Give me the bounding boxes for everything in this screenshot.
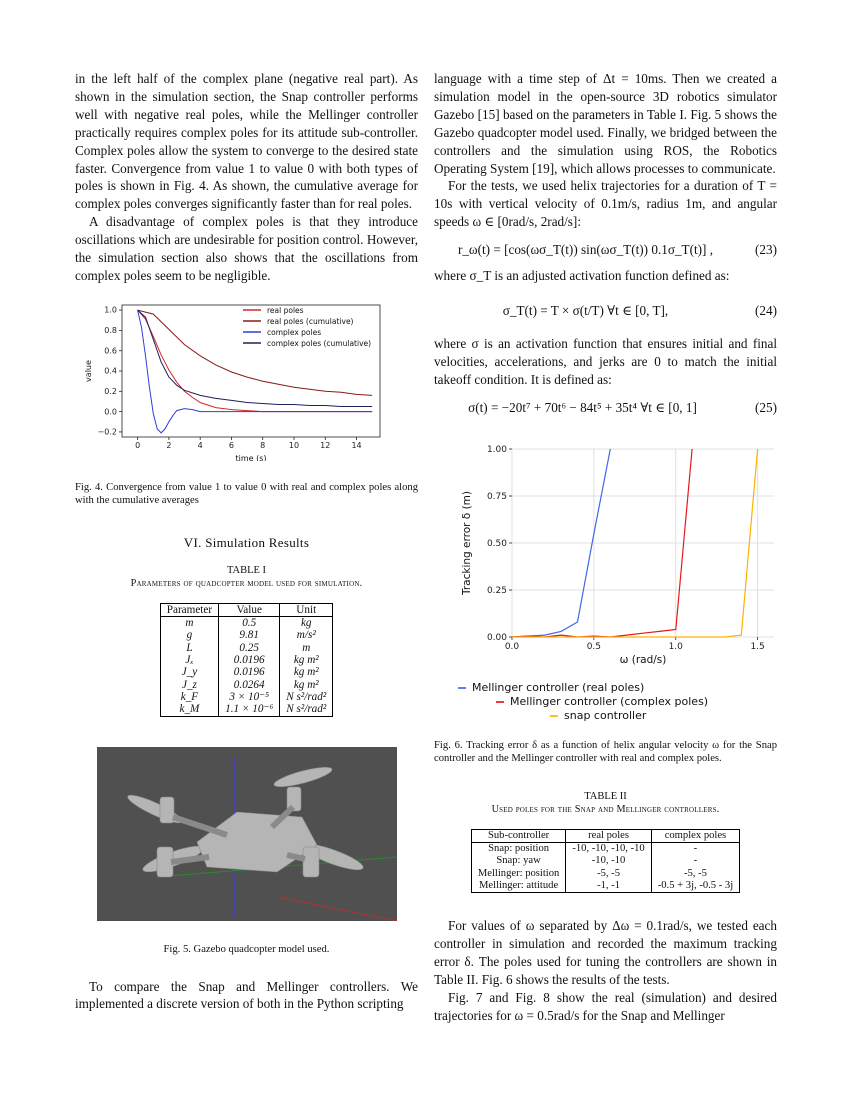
x-tick-label: 10 bbox=[288, 440, 300, 450]
y-tick-label: 0.00 bbox=[486, 632, 507, 643]
paragraph: language with a time step of Δt = 10ms. Then we created a simulation model in the open-source 3D robotics simulator Gazebo [15] based on the parameters in Table I. Fig. 5 shows the Gazebo quadcopter model used. Finally, we bridged between the controllers and the simulation using ROS, the Robotics Operating System [19], which allows processes to communicate. bbox=[434, 71, 777, 176]
table-cell: -0.5 + 3j, -0.5 - 3j bbox=[651, 880, 739, 893]
y-tick-label: 1.0 bbox=[104, 305, 117, 315]
table-cell: m bbox=[280, 642, 333, 654]
y-tick-label: −0.2 bbox=[97, 427, 117, 437]
table-cell: L bbox=[160, 642, 218, 654]
table-cell: Mellinger: position bbox=[471, 868, 566, 880]
equation-23 bbox=[434, 235, 777, 265]
legend-label: complex poles bbox=[267, 327, 322, 337]
fig4-chart bbox=[75, 299, 418, 461]
table2 bbox=[471, 829, 740, 893]
table-cell: Mellinger: attitude bbox=[471, 880, 566, 893]
table-cell: -1, -1 bbox=[566, 880, 651, 893]
table-cell: m bbox=[160, 617, 218, 630]
y-tick-label: 0.50 bbox=[486, 538, 507, 549]
x-tick-label: 0.5 bbox=[586, 641, 602, 652]
legend-label: snap controller bbox=[564, 708, 647, 722]
table-cell: 0.25 bbox=[219, 642, 280, 654]
x-tick-label: 14 bbox=[351, 440, 362, 450]
x-tick-label: 6 bbox=[228, 440, 235, 450]
right-column bbox=[434, 70, 777, 1025]
fig6-caption: Fig. 6. Tracking error δ as a function of helix angular velocity ω for the Snap controller and the Mellinger controller with real and complex poles. bbox=[434, 739, 777, 764]
y-tick-label: 0.25 bbox=[486, 585, 507, 596]
paragraph: For the tests, we used helix trajectories for a duration of T = 10s with vertical velocity of 0.1m/s, radius 1m, and angular speeds ω ∈ [0rad/s, 2rad/s]: bbox=[434, 178, 777, 230]
table-cell: 3 × 10⁻⁵ bbox=[219, 691, 280, 703]
fig6-chart bbox=[434, 437, 777, 733]
equation-number: (24) bbox=[755, 303, 777, 319]
table-cell: Jₓ bbox=[160, 654, 218, 666]
x-tick-label: 2 bbox=[166, 440, 172, 450]
section-title: VI. Simulation Results bbox=[183, 534, 310, 550]
table-cell: k_M bbox=[160, 703, 218, 716]
series-line-3 bbox=[138, 310, 373, 433]
table-cell: -5, -5 bbox=[566, 868, 651, 880]
table-row bbox=[471, 868, 739, 880]
table-row bbox=[160, 642, 332, 654]
fig6-svg bbox=[434, 437, 777, 733]
table-cell: J_z bbox=[160, 679, 218, 691]
x-tick-label: 1.5 bbox=[750, 641, 765, 652]
x-tick-label: 4 bbox=[197, 440, 203, 450]
quadcopter-image bbox=[97, 747, 397, 921]
table-cell: 0.5 bbox=[219, 617, 280, 630]
table-header-cell: Parameter bbox=[160, 603, 218, 616]
table2-label: TABLE II bbox=[584, 790, 627, 802]
x-tick-label: 1.0 bbox=[668, 641, 683, 652]
equation-body: r_ω(t) = [cos(ωσ_T(t)) sin(ωσ_T(t)) 0.1σ_T(t)] , bbox=[457, 242, 714, 258]
table-row bbox=[471, 855, 739, 867]
y-axis-label: value bbox=[84, 359, 93, 382]
table-cell: kg m² bbox=[280, 666, 333, 678]
table1-label: TABLE I bbox=[226, 564, 267, 576]
table-cell: -5, -5 bbox=[651, 868, 739, 880]
paragraph: A disadvantage of complex poles is that they introduce oscillations which are undesirable for position control. However, the simulation section also shows that the oscillations from complex poles seem to be negligible. bbox=[75, 214, 418, 283]
y-tick-label: 1.00 bbox=[486, 444, 507, 455]
equation-body: σ(t) = −20t⁷ + 70t⁶ − 84t⁵ + 35t⁴ ∀t ∈ [0, 1] bbox=[468, 399, 697, 415]
x-axis-label: time (s) bbox=[235, 453, 267, 461]
paragraph: in the left half of the complex plane (negative real part). As shown in the simulation section, the Snap controller performs well with negative real poles, while the Mellinger controller practically requires complex poles for its attitude sub-controller. Complex poles allow the system to converge to the desired state faster. Convergence from value 1 to value 0 with both types of poles is shown in Fig. 4. As shown, the cumulative average for complex poles converges significantly faster than for real poles. bbox=[75, 71, 418, 212]
table-row bbox=[160, 679, 332, 691]
legend-label: real poles bbox=[267, 305, 304, 315]
table1 bbox=[160, 603, 333, 717]
x-axis-label: ω (rad/s) bbox=[619, 653, 667, 666]
table-cell: N s²/rad² bbox=[280, 703, 333, 716]
table-cell: -10, -10 bbox=[566, 855, 651, 867]
y-tick-label: 0.8 bbox=[104, 325, 117, 335]
table-header-row bbox=[471, 829, 739, 842]
x-tick-label: 8 bbox=[260, 440, 266, 450]
y-axis-label: Tracking error δ (m) bbox=[461, 490, 473, 595]
fig5-caption: Fig. 5. Gazebo quadcopter model used. bbox=[163, 943, 330, 955]
x-tick-label: 12 bbox=[320, 440, 331, 450]
equation-25 bbox=[434, 393, 777, 423]
table-cell: N s²/rad² bbox=[280, 691, 333, 703]
table-header-row bbox=[160, 603, 332, 616]
y-tick-label: 0.0 bbox=[104, 407, 117, 417]
x-tick-label: 0.0 bbox=[504, 641, 520, 652]
table-cell: J_y bbox=[160, 666, 218, 678]
table-row bbox=[471, 843, 739, 856]
table1-caption: Parameters of quadcopter model used for simulation. bbox=[130, 577, 363, 589]
table-cell: - bbox=[651, 843, 739, 856]
table-cell: Snap: yaw bbox=[471, 855, 566, 867]
paragraph: Fig. 7 and Fig. 8 show the real (simulation) and desired trajectories for ω = 0.5rad/s for the Snap and Mellinger bbox=[434, 989, 777, 1023]
table-row bbox=[160, 617, 332, 630]
paragraph: where σ_T is an adjusted activation function defined as: bbox=[434, 268, 730, 284]
table-cell: kg m² bbox=[280, 654, 333, 666]
table-row bbox=[160, 629, 332, 641]
equation-number: (23) bbox=[755, 242, 777, 258]
table-cell: 0.0264 bbox=[219, 679, 280, 691]
equation-number: (25) bbox=[755, 399, 777, 415]
table-header-cell: complex poles bbox=[651, 829, 739, 842]
y-tick-label: 0.75 bbox=[486, 491, 507, 502]
table-cell: Snap: position bbox=[471, 843, 566, 856]
x-tick-label: 0 bbox=[135, 440, 141, 450]
paragraph: where σ is an activation function that ensures initial and final velocities, accelerations, and jerks are 0 to match the initial takeoff condition. It is defined as: bbox=[434, 336, 777, 387]
table-row bbox=[471, 880, 739, 893]
table-row bbox=[160, 654, 332, 666]
table-header-cell: Unit bbox=[280, 603, 333, 616]
equation-body: σ_T(t) = T × σ(t/T) ∀t ∈ [0, T], bbox=[502, 303, 669, 319]
y-tick-label: 0.2 bbox=[104, 386, 117, 396]
y-tick-label: 0.6 bbox=[104, 346, 117, 356]
paragraph: For values of ω separated by Δω = 0.1rad/s, we tested each controller in simulation and recorded the maximum tracking error δ. The poles used for tuning the controllers are shown in Table II. Fig. 6 shows the results of the tests. bbox=[434, 918, 777, 987]
table-cell: - bbox=[651, 855, 739, 867]
table-cell: 1.1 × 10⁻⁶ bbox=[219, 703, 280, 716]
table-header-cell: Sub-controller bbox=[471, 829, 566, 842]
legend-label: real poles (cumulative) bbox=[267, 316, 354, 326]
left-column bbox=[75, 70, 418, 1013]
table-header-cell: real poles bbox=[566, 829, 651, 842]
legend-label: Mellinger controller (complex poles) bbox=[510, 694, 709, 708]
y-tick-label: 0.4 bbox=[104, 366, 117, 376]
equation-24 bbox=[434, 293, 777, 329]
table-cell: g bbox=[160, 629, 218, 641]
table-header-cell: Value bbox=[219, 603, 280, 616]
legend-label: complex poles (cumulative) bbox=[267, 338, 372, 348]
fig4-caption: Fig. 4. Convergence from value 1 to value 0 with real and complex poles along with the cumulative averages bbox=[75, 481, 418, 506]
table-row bbox=[160, 703, 332, 716]
table-cell: kg bbox=[280, 617, 333, 630]
quadcopter-render bbox=[97, 747, 397, 921]
table-row bbox=[160, 666, 332, 678]
table2-caption: Used poles for the Snap and Mellinger controllers. bbox=[491, 803, 720, 815]
table-cell: m/s² bbox=[280, 629, 333, 641]
table-cell: 9.81 bbox=[219, 629, 280, 641]
table-cell: 0.0196 bbox=[219, 654, 280, 666]
fig4-svg bbox=[75, 299, 418, 461]
table-cell: kg m² bbox=[280, 679, 333, 691]
legend-label: Mellinger controller (real poles) bbox=[472, 680, 645, 694]
table-cell: -10, -10, -10, -10 bbox=[566, 843, 651, 856]
table-row bbox=[160, 691, 332, 703]
table-cell: k_F bbox=[160, 691, 218, 703]
table-cell: 0.0196 bbox=[219, 666, 280, 678]
paragraph: To compare the Snap and Mellinger controllers. We implemented a discrete version of both in the Python scripting bbox=[75, 978, 418, 1012]
